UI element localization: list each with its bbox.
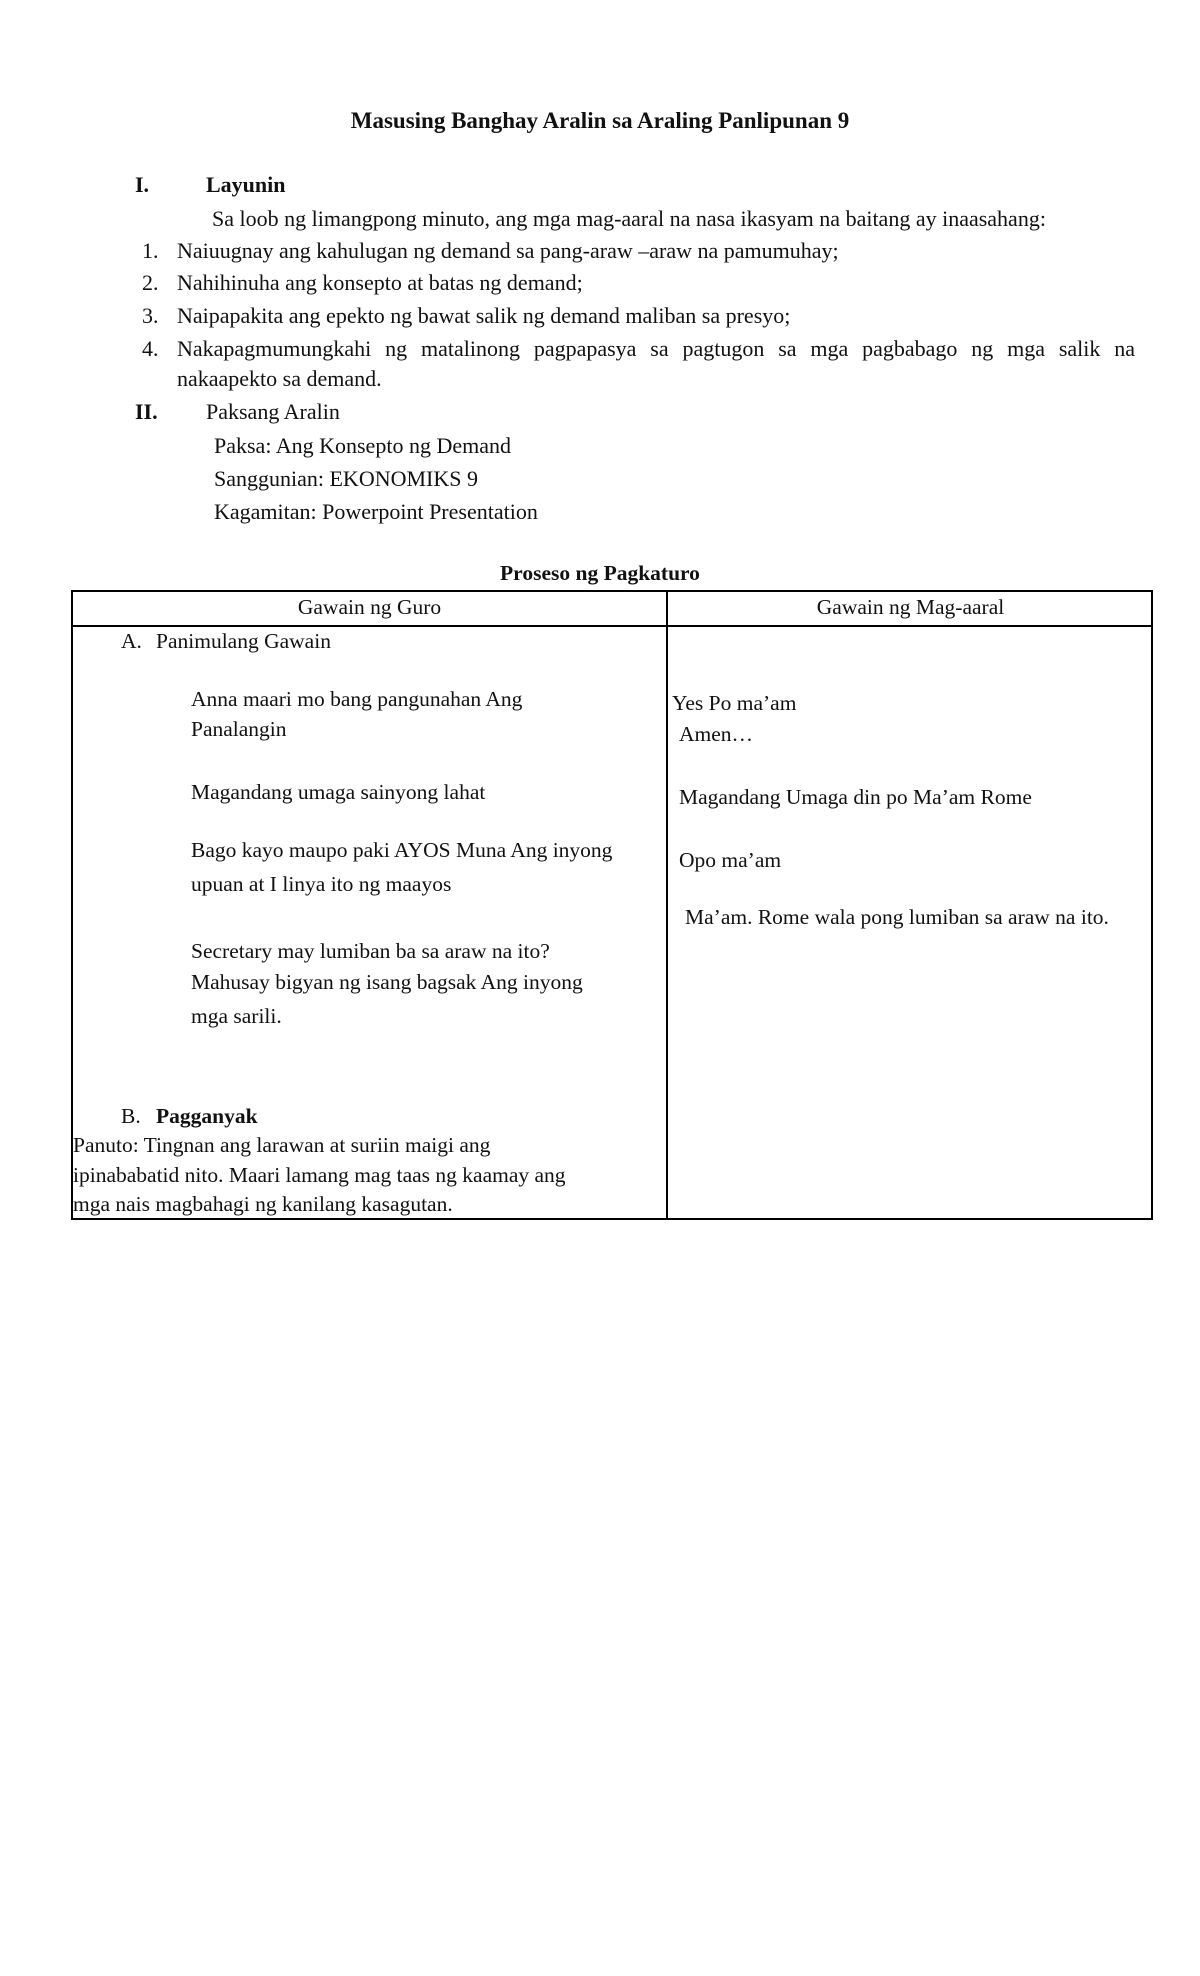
- proseso-heading: Proseso ng Pagkaturo: [500, 561, 700, 585]
- part-a-letter: A.: [121, 629, 142, 653]
- sanggunian-line: Sanggunian: EKONOMIKS 9: [214, 466, 478, 491]
- column-header-guro: Gawain ng Guro: [297, 595, 442, 619]
- objective-text: Naiuugnay ang kahulugan ng demand sa pang-araw –araw na pamumuhay;: [177, 238, 839, 263]
- header-divider: [73, 625, 1151, 627]
- section-1-heading: Layunin: [206, 172, 286, 197]
- objective-number: 1.: [142, 238, 159, 263]
- mag-aaral-line: Opo ma’am: [679, 848, 782, 872]
- panuto-line: Panuto: Tingnan ang larawan at suriin maigi ang: [73, 1133, 491, 1157]
- part-a-title: Panimulang Gawain: [156, 629, 331, 653]
- panuto-line: ipinababatid nito. Maari lamang mag taas ng kaamay ang: [73, 1163, 566, 1187]
- part-b-title: Pagganyak: [156, 1104, 258, 1128]
- guro-line: Mahusay bigyan ng isang bagsak Ang inyong: [191, 970, 583, 994]
- objective-text: Nahihinuha ang konsepto at batas ng demand;: [177, 270, 583, 295]
- objective-number: 2.: [142, 270, 159, 295]
- page-title: Masusing Banghay Aralin sa Araling Panlipunan 9: [350, 108, 850, 133]
- objective-text-continued: nakaapekto sa demand.: [177, 366, 382, 391]
- section-2-number: II.: [135, 399, 158, 424]
- objective-number: 4.: [142, 336, 159, 361]
- section-2-heading: Paksang Aralin: [206, 399, 340, 424]
- mag-aaral-line: Amen…: [679, 722, 754, 746]
- guro-line: upuan at I linya ito ng maayos: [191, 872, 452, 896]
- guro-line: Panalangin: [191, 717, 287, 741]
- lesson-table: [71, 590, 1153, 1220]
- column-divider: [666, 592, 668, 1218]
- guro-line: Magandang umaga sainyong lahat: [191, 780, 486, 804]
- objective-text: Nakapagmumungkahi ng matalinong pagpapasya sa pagtugon sa mga pagbabago ng mga salik na: [177, 336, 1135, 361]
- mag-aaral-line: Yes Po ma’am: [672, 691, 797, 715]
- section-1-number: I.: [135, 172, 150, 197]
- kagamitan-line: Kagamitan: Powerpoint Presentation: [214, 499, 538, 524]
- guro-line: Bago kayo maupo paki AYOS Muna Ang inyong: [191, 838, 613, 862]
- objective-text: Naipapakita ang epekto ng bawat salik ng demand maliban sa presyo;: [177, 303, 791, 328]
- objective-number: 3.: [142, 303, 159, 328]
- mag-aaral-line: Ma’am. Rome wala pong lumiban sa araw na ito.: [685, 905, 1109, 929]
- objectives-intro: Sa loob ng limangpong minuto, ang mga mag-aaral na nasa ikasyam na baitang ay inaasahang:: [212, 206, 1046, 231]
- part-b-letter: B.: [121, 1104, 141, 1128]
- mag-aaral-line: Magandang Umaga din po Ma’am Rome: [679, 785, 1032, 809]
- guro-line: Anna maari mo bang pangunahan Ang: [191, 687, 523, 711]
- guro-line: Secretary may lumiban ba sa araw na ito?: [191, 939, 550, 963]
- panuto-line: mga nais magbahagi ng kanilang kasagutan.: [73, 1192, 453, 1216]
- paksa-line: Paksa: Ang Konsepto ng Demand: [214, 433, 511, 458]
- column-header-mag-aaral: Gawain ng Mag-aaral: [816, 595, 1005, 619]
- guro-line: mga sarili.: [191, 1004, 282, 1028]
